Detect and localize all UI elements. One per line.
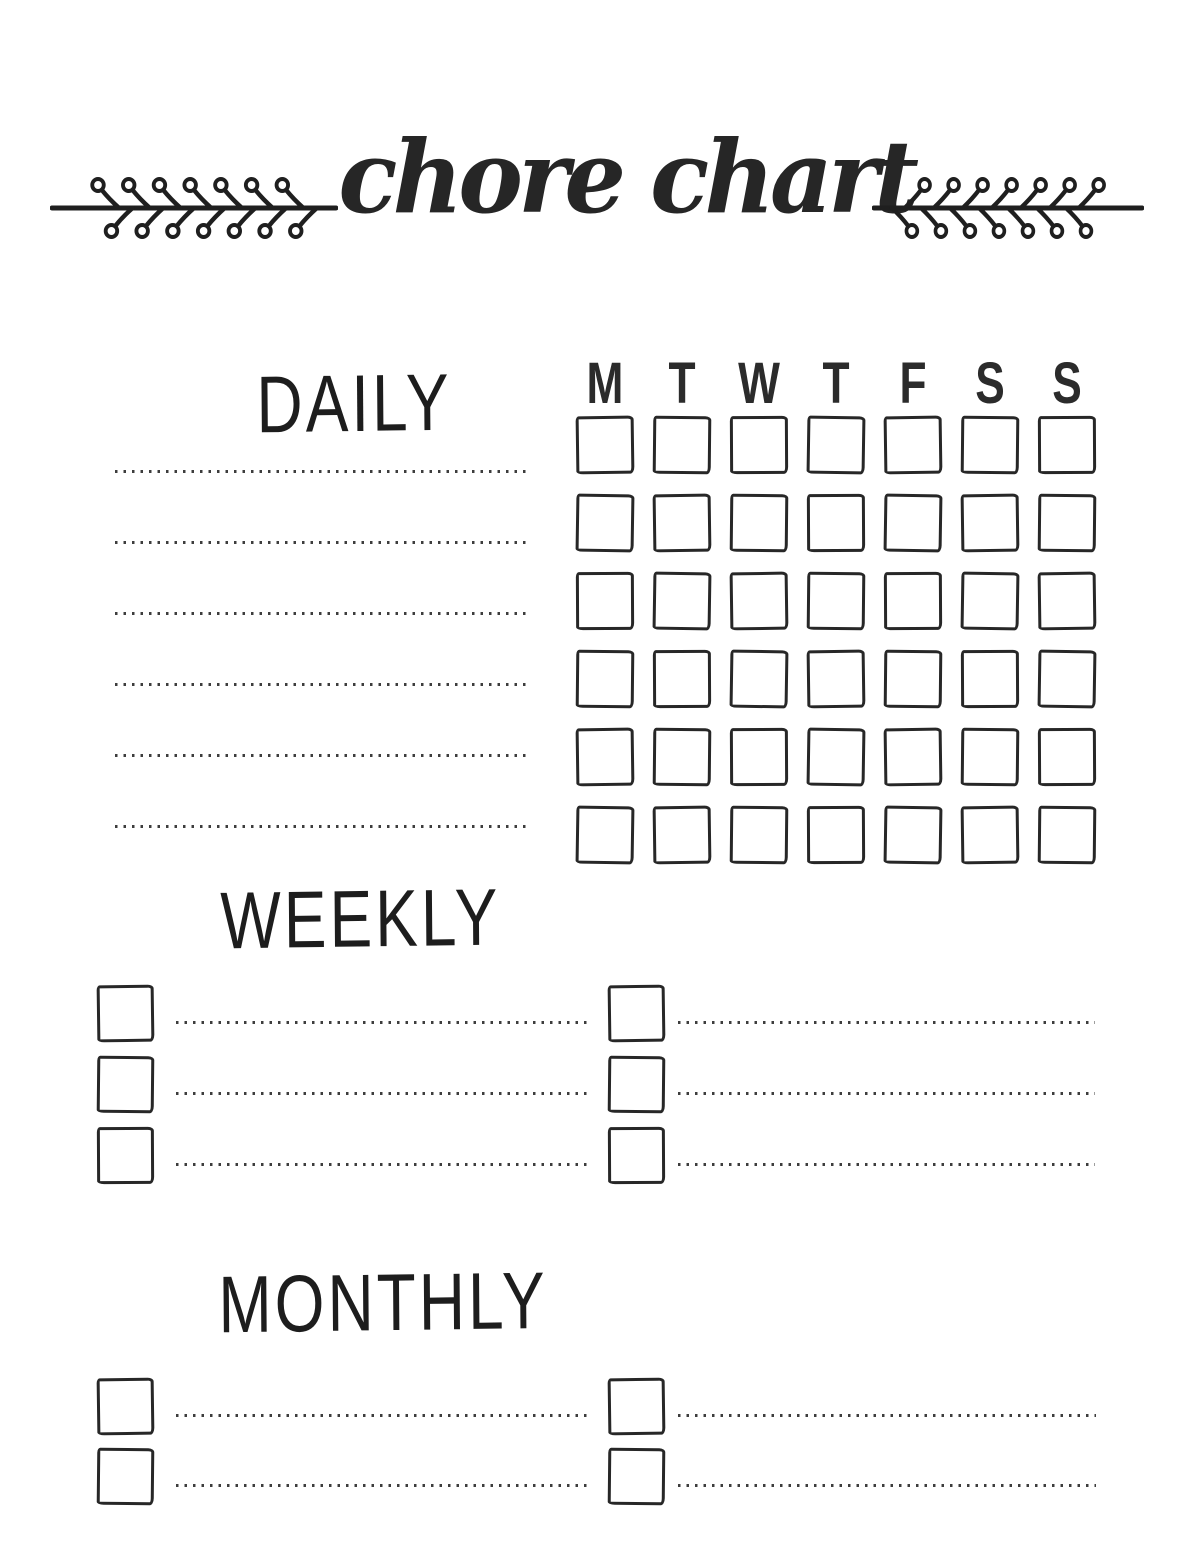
- monthly-task-lines-right: [678, 1414, 1096, 1487]
- weekly-section-label: WEEKLY: [220, 871, 501, 966]
- weekly-task-lines-left: [176, 1021, 592, 1166]
- daily-checkbox[interactable]: [884, 572, 942, 630]
- day-header-wednesday: W: [738, 351, 780, 416]
- monthly-task-write-in-line[interactable]: [678, 1484, 1096, 1487]
- daily-checkbox[interactable]: [730, 806, 789, 865]
- weekly-checkbox-column-left: [97, 985, 154, 1184]
- monthly-checkbox[interactable]: [97, 1448, 155, 1506]
- daily-task-write-in-line[interactable]: [115, 754, 530, 757]
- daily-checkbox[interactable]: [653, 728, 712, 787]
- daily-checkbox[interactable]: [653, 494, 712, 553]
- monthly-section-label: MONTHLY: [218, 1254, 548, 1350]
- daily-checkbox[interactable]: [961, 806, 1020, 865]
- page-title: chore chart: [338, 118, 915, 236]
- daily-checkbox[interactable]: [730, 728, 788, 786]
- day-header-thursday: T: [822, 351, 850, 416]
- weekly-checkbox[interactable]: [97, 985, 155, 1043]
- daily-checkbox[interactable]: [807, 650, 866, 709]
- monthly-checkbox[interactable]: [608, 1378, 666, 1436]
- weekly-task-lines-right: [678, 1021, 1095, 1166]
- weekly-task-write-in-line[interactable]: [176, 1092, 592, 1095]
- daily-checkbox[interactable]: [961, 572, 1020, 631]
- daily-task-write-in-line[interactable]: [115, 612, 530, 615]
- daily-section-label: DAILY: [256, 356, 452, 450]
- daily-checkbox[interactable]: [961, 494, 1020, 553]
- daily-task-lines: [115, 470, 530, 828]
- weekly-task-write-in-line[interactable]: [176, 1163, 592, 1166]
- monthly-task-write-in-line[interactable]: [176, 1414, 590, 1417]
- day-header-saturday: S: [975, 351, 1005, 416]
- daily-checkbox[interactable]: [807, 728, 866, 787]
- daily-task-write-in-line[interactable]: [115, 825, 530, 828]
- weekly-checkbox[interactable]: [608, 985, 666, 1043]
- daily-checkbox[interactable]: [653, 572, 712, 631]
- daily-checkbox[interactable]: [884, 494, 943, 553]
- monthly-checkbox[interactable]: [97, 1378, 155, 1436]
- weekly-checkbox[interactable]: [97, 1127, 154, 1184]
- daily-checkbox[interactable]: [807, 572, 866, 631]
- weekly-checkbox[interactable]: [97, 1056, 155, 1114]
- daily-checkbox[interactable]: [576, 416, 635, 475]
- day-header-monday: M: [586, 351, 624, 416]
- daily-checkbox[interactable]: [807, 806, 865, 864]
- daily-checkbox[interactable]: [653, 416, 712, 475]
- laurel-branch-icon: [872, 152, 1144, 264]
- weekly-task-write-in-line[interactable]: [678, 1021, 1095, 1024]
- daily-task-write-in-line[interactable]: [115, 683, 530, 686]
- daily-checkbox[interactable]: [576, 572, 634, 630]
- weekly-checkbox-column-right: [608, 985, 665, 1184]
- daily-checkbox[interactable]: [576, 728, 635, 787]
- day-header-tuesday: T: [668, 351, 696, 416]
- daily-checkbox[interactable]: [576, 806, 635, 865]
- monthly-checkbox-column-left: [97, 1378, 154, 1505]
- daily-checkbox[interactable]: [884, 728, 943, 787]
- daily-checkbox[interactable]: [730, 416, 788, 474]
- day-header-friday: F: [899, 351, 927, 416]
- daily-checkbox-grid: [576, 416, 1096, 864]
- daily-task-write-in-line[interactable]: [115, 470, 530, 473]
- day-header-sunday: S: [1052, 351, 1082, 416]
- laurel-branch-icon: [50, 152, 338, 264]
- monthly-task-lines-left: [176, 1414, 590, 1487]
- daily-checkbox[interactable]: [576, 650, 635, 709]
- monthly-task-write-in-line[interactable]: [678, 1414, 1096, 1417]
- daily-checkbox[interactable]: [1038, 416, 1096, 474]
- daily-checkbox[interactable]: [1038, 806, 1097, 865]
- daily-checkbox[interactable]: [653, 806, 712, 865]
- daily-checkbox[interactable]: [730, 494, 789, 553]
- monthly-task-write-in-line[interactable]: [176, 1484, 590, 1487]
- daily-checkbox[interactable]: [730, 650, 789, 709]
- daily-checkbox[interactable]: [807, 416, 866, 475]
- daily-checkbox[interactable]: [1038, 572, 1097, 631]
- daily-checkbox[interactable]: [961, 650, 1019, 708]
- daily-checkbox[interactable]: [576, 494, 635, 553]
- daily-checkbox[interactable]: [884, 650, 943, 709]
- daily-checkbox[interactable]: [653, 650, 711, 708]
- monthly-checkbox[interactable]: [608, 1448, 666, 1506]
- weekly-checkbox[interactable]: [608, 1127, 665, 1184]
- daily-checkbox[interactable]: [1038, 728, 1096, 786]
- daily-checkbox[interactable]: [961, 416, 1020, 475]
- weekly-task-write-in-line[interactable]: [678, 1163, 1095, 1166]
- weekly-task-write-in-line[interactable]: [678, 1092, 1095, 1095]
- weekly-task-write-in-line[interactable]: [176, 1021, 592, 1024]
- daily-checkbox[interactable]: [1038, 650, 1097, 709]
- monthly-checkbox-column-right: [608, 1378, 665, 1505]
- daily-checkbox[interactable]: [1038, 494, 1097, 553]
- weekly-checkbox[interactable]: [608, 1056, 666, 1114]
- daily-checkbox[interactable]: [730, 572, 789, 631]
- daily-checkbox[interactable]: [807, 494, 865, 552]
- daily-task-write-in-line[interactable]: [115, 541, 530, 544]
- daily-checkbox[interactable]: [961, 728, 1020, 787]
- daily-checkbox[interactable]: [884, 416, 943, 475]
- daily-checkbox[interactable]: [884, 806, 943, 865]
